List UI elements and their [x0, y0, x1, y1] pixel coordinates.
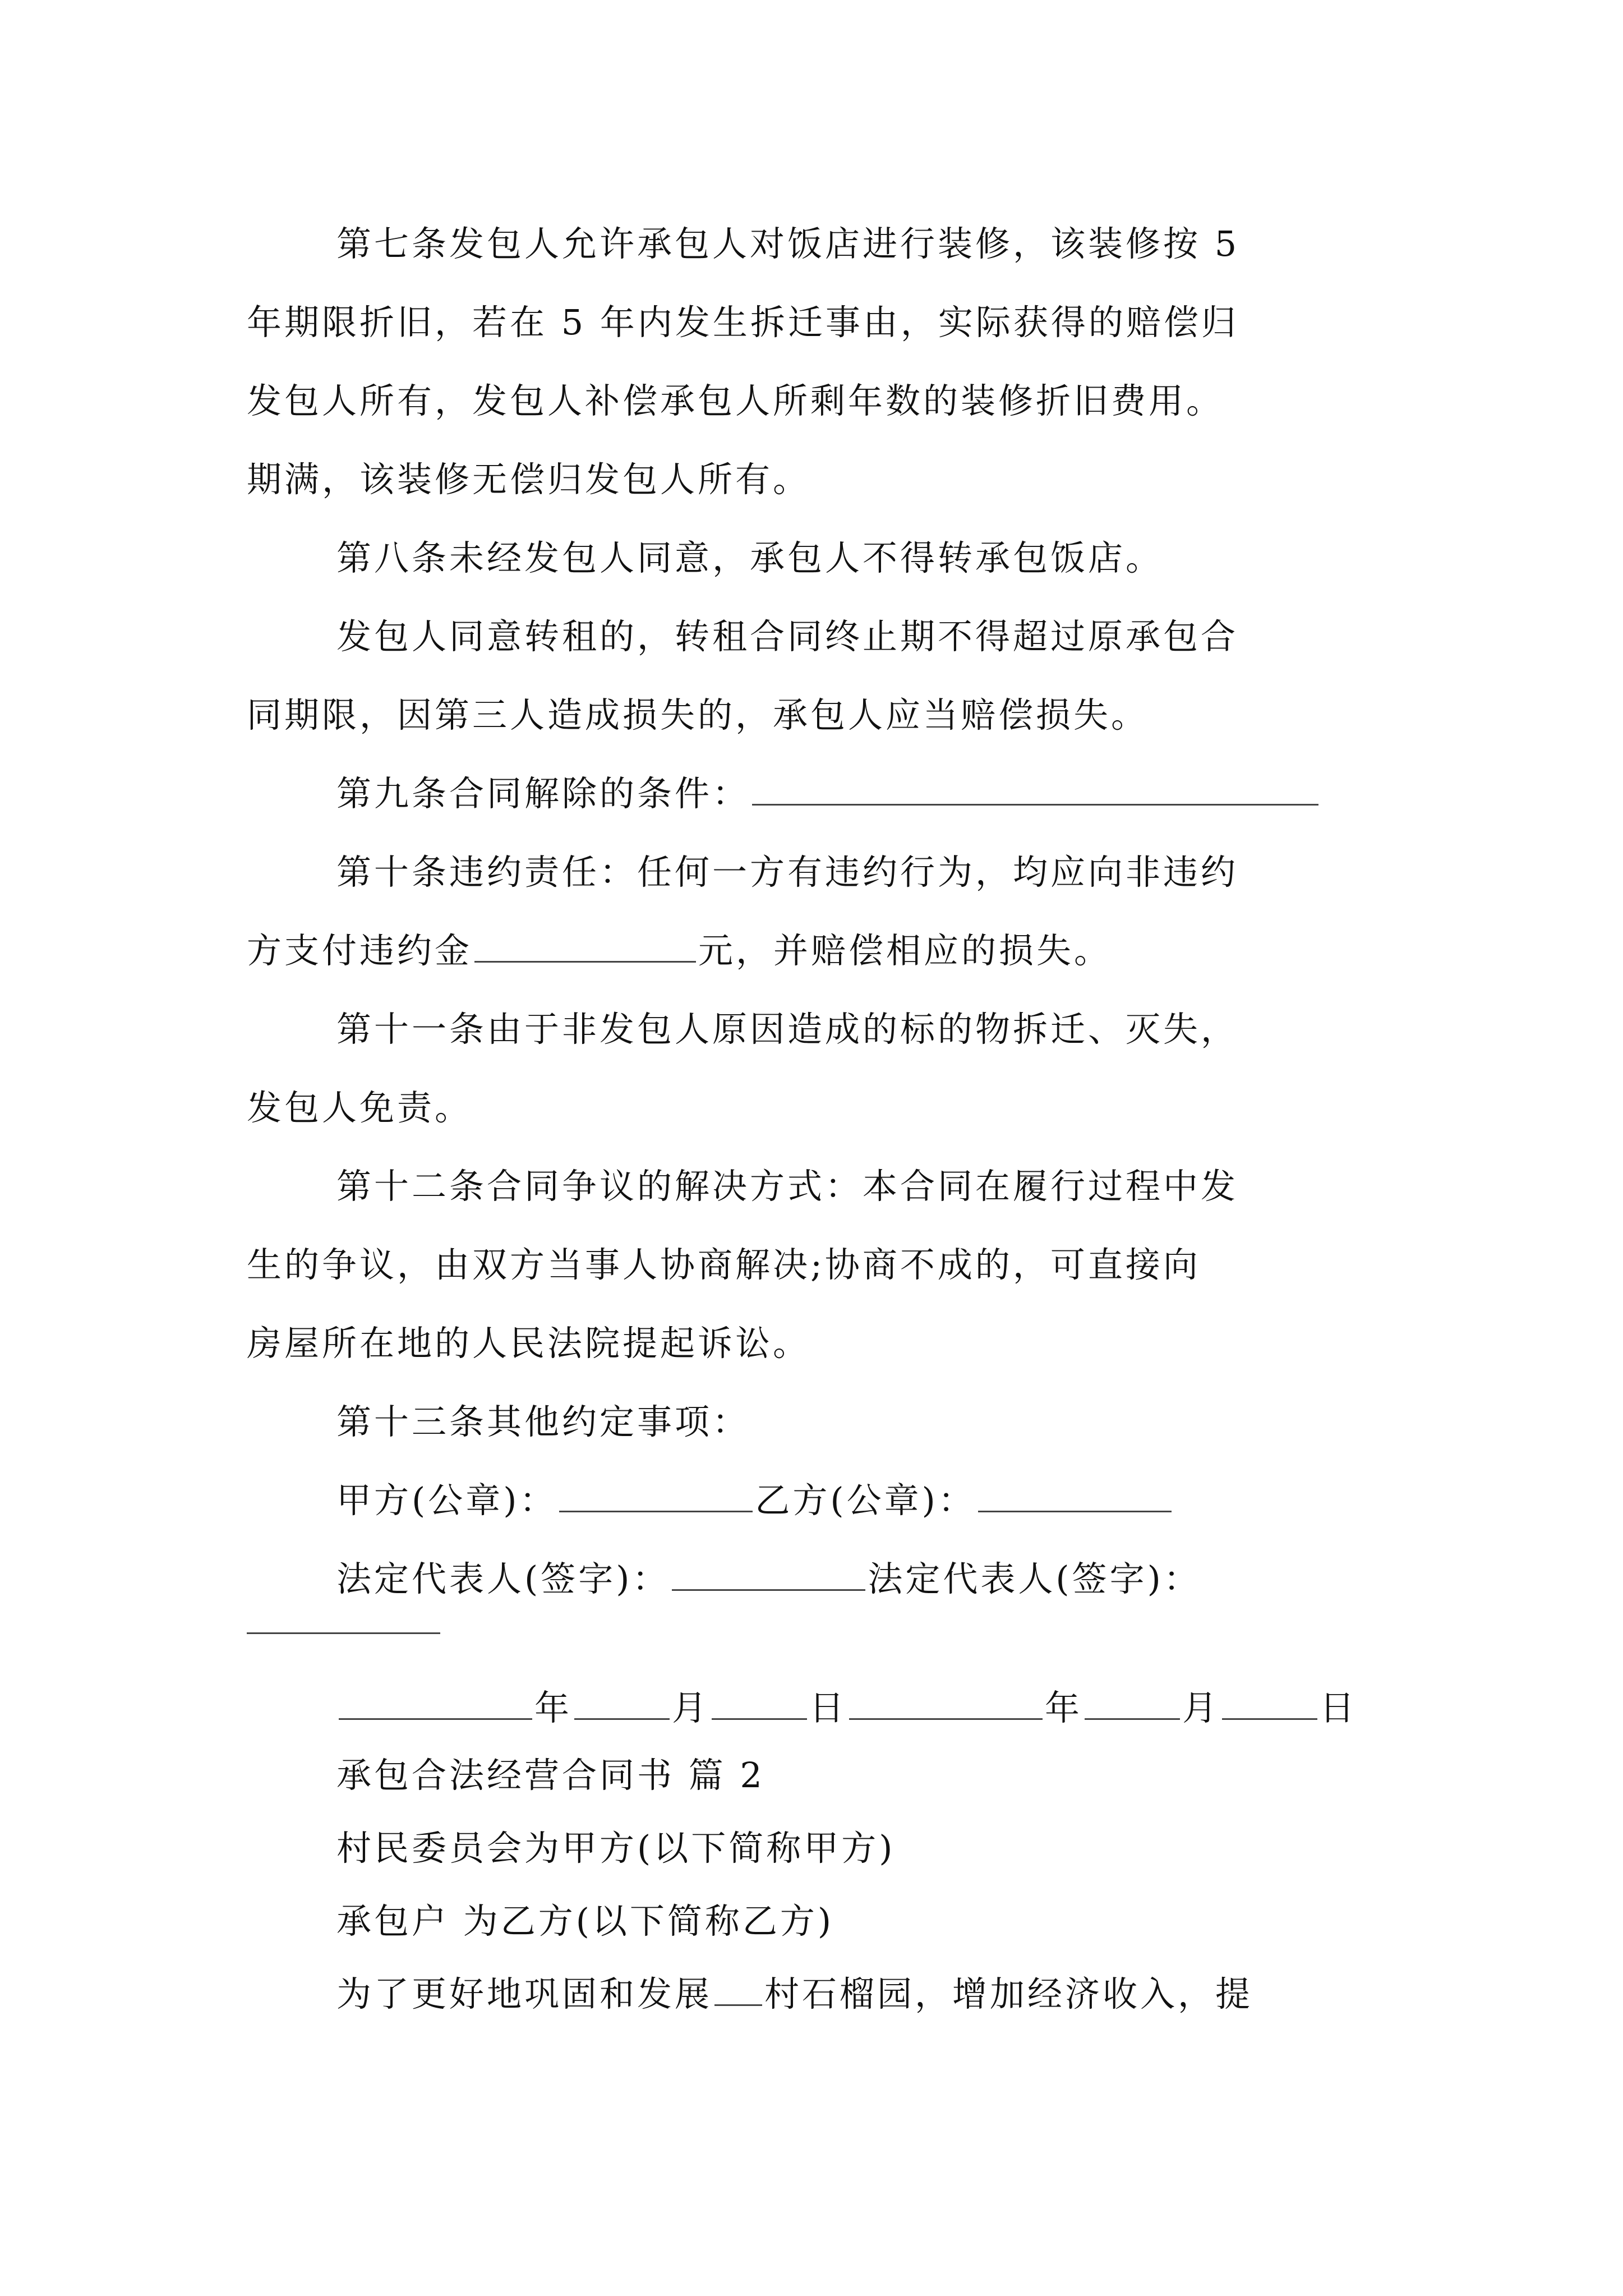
year-a-label: 年 [534, 1687, 573, 1728]
article-13-line: 第十三条其他约定事项： [336, 1401, 750, 1442]
article-7-line-1: 第七条发包人允许承包人对饭店进行装修，该装修按 5 [336, 223, 1240, 264]
article-10-text-a: 方支付违约金 [247, 930, 473, 971]
section-2-intro-a: 为了更好地巩固和发展 [336, 1973, 713, 2014]
rep-b-label: 法定代表人(签字)： [868, 1558, 1201, 1599]
rep-a-label: 法定代表人(签字)： [336, 1558, 670, 1599]
party-a-seal-label: 甲方(公章)： [336, 1480, 557, 1521]
sublease-line-1: 发包人同意转租的，转租合同终止期不得超过原承包合 [336, 616, 1239, 657]
year-b-blank[interactable] [849, 1687, 1043, 1720]
party-a-seal-blank[interactable] [559, 1479, 753, 1512]
section-2-title: 承包合法经营合同书 篇 2 [336, 1755, 765, 1796]
day-a-blank[interactable] [712, 1687, 807, 1720]
article-9-label: 第九条合同解除的条件： [336, 773, 750, 814]
article-7-line-4: 期满，该装修无偿归发包人所有。 [247, 459, 811, 500]
article-10-line-1: 第十条违约责任：任何一方有违约行为，均应向非违约 [336, 852, 1239, 892]
section-2-party-b: 承包户 为乙方(以下简称乙方) [336, 1901, 834, 1941]
sublease-line-2: 同期限，因第三人造成损失的，承包人应当赔偿损失。 [247, 694, 1149, 735]
month-b-label: 月 [1182, 1687, 1220, 1728]
rep-b-signature-blank[interactable] [247, 1632, 440, 1634]
article-7-line-2: 年期限折旧，若在 5 年内发生拆迁事由，实际获得的赔偿归 [247, 302, 1239, 343]
penalty-amount-blank[interactable] [474, 930, 696, 963]
party-b-seal-blank[interactable] [978, 1479, 1172, 1512]
month-a-label: 月 [672, 1687, 710, 1728]
section-2-party-a: 村民委员会为甲方(以下简称甲方) [336, 1828, 896, 1869]
article-7-line-3: 发包人所有，发包人补偿承包人所剩年数的装修折旧费用。 [247, 380, 1224, 421]
year-a-blank[interactable] [339, 1687, 532, 1720]
village-name-blank[interactable] [714, 1973, 762, 2006]
day-b-blank[interactable] [1222, 1687, 1317, 1720]
article-8-line-1: 第八条未经发包人同意，承包人不得转承包饭店。 [336, 537, 1164, 578]
article-11-line-1: 第十一条由于非发包人原因造成的标的物拆迁、灭失， [336, 1009, 1239, 1050]
article-10-line-2 [247, 928, 1112, 973]
day-a-label: 日 [809, 1687, 847, 1728]
representative-line [336, 1557, 1201, 1602]
termination-conditions-blank[interactable] [752, 772, 1318, 806]
rep-a-signature-blank[interactable] [672, 1558, 865, 1591]
article-12-line-1: 第十二条合同争议的解决方式：本合同在履行过程中发 [336, 1166, 1239, 1207]
article-12-line-2: 生的争议，由双方当事人协商解决;协商不成的，可直接向 [247, 1244, 1201, 1285]
month-a-blank[interactable] [574, 1687, 670, 1720]
section-2-intro-b: 村石榴园，增加经济收入，提 [764, 1973, 1253, 2014]
month-b-blank[interactable] [1085, 1687, 1180, 1720]
article-12-line-3: 房屋所在地的人民法院提起诉讼。 [247, 1323, 811, 1364]
article-9-line [336, 771, 1321, 816]
section-2-intro-line [336, 1972, 1253, 2017]
year-b-label: 年 [1045, 1687, 1083, 1728]
party-b-seal-label: 乙方(公章)： [755, 1480, 976, 1521]
article-10-text-b: 元，并赔偿相应的损失。 [698, 930, 1112, 971]
seal-line [336, 1478, 1174, 1523]
day-b-label: 日 [1320, 1687, 1358, 1728]
article-11-line-2: 发包人免责。 [247, 1087, 473, 1128]
date-line [336, 1686, 1357, 1731]
